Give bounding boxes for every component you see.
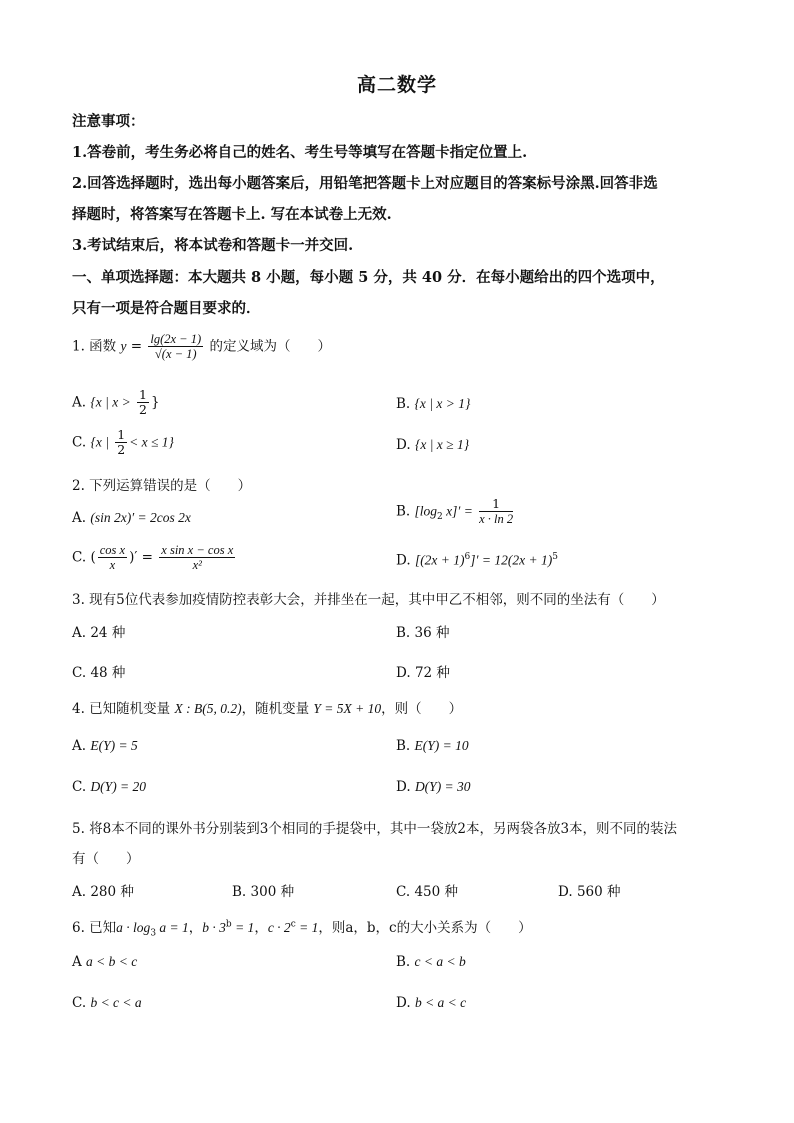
q5-option-c: C. 450 种	[396, 884, 458, 900]
page-title: 高二数学	[356, 74, 437, 96]
q3-option-b: B. 36 种	[396, 625, 450, 641]
question-1-stem: 1. 函数 y = $\frac{\lg(2x - 1)}{√(x - 1)}$ 的定义域为（ ）	[72, 332, 331, 362]
q4-option-a: A. E(Y) = 5	[72, 738, 138, 754]
q1-option-d: D. {x | x ≥ 1}	[396, 437, 470, 453]
q2-option-a: A. (sin 2x)′ = 2cos 2x	[72, 510, 191, 526]
q1-option-b: B. {x | x > 1}	[396, 396, 471, 412]
question-2-stem: 2. 下列运算错误的是（ ）	[72, 478, 252, 494]
q3-option-c: C. 48 种	[72, 665, 126, 681]
q5-option-d: D. 560 种	[558, 884, 621, 900]
section-heading-1: 一、单项选择题：本大题共 8 小题，每小题 5 分，共 40 分．在每小题给出的四个选项中，	[72, 269, 665, 286]
q6-option-c: C. b < c < a	[72, 995, 142, 1011]
q4-option-b: B. E(Y) = 10	[396, 738, 469, 754]
notice-item-3: 3.考试结束后，将本试卷和答题卡一并交回.	[72, 237, 354, 254]
question-3-stem: 3. 现有5位代表参加疫情防控表彰大会，并排坐在一起，其中甲乙不相邻，则不同的坐法有（ ）	[72, 592, 665, 608]
q6-option-d: D. b < a < c	[396, 995, 467, 1011]
notice-item-1: 1.答卷前，考生务必将自己的姓名、考生号等填写在答题卡指定位置上.	[72, 144, 528, 161]
notice-item-2: 2.回答选择题时，选出每小题答案后，用铅笔把答题卡上对应题目的答案标号涂黑.回答非选	[72, 175, 658, 192]
q3-option-a: A. 24 种	[72, 625, 126, 641]
question-6-stem: 6. 已知$a \cdot \log_3 a = 1$，$b \cdot 3^b = 1$，$c \cdot 2^c = 1$，则a，b，c的大小关系为（ ）	[72, 919, 532, 939]
question-4-stem: 4. 已知随机变量 X : B(5, 0.2)，随机变量 Y = 5X + 10，则（ ）	[72, 701, 463, 717]
notice-heading: 注意事项：	[72, 113, 145, 130]
q1-option-a: A. {x | x > $\frac{1}{2}$ }	[72, 387, 160, 418]
question-5-stem-cont: 有（ ）	[72, 851, 140, 867]
q5-option-a: A. 280 种	[72, 884, 134, 900]
q1-fraction: $\frac{\lg(2x - 1)}{√(x - 1)}$	[150, 332, 202, 362]
q5-option-b: B. 300 种	[232, 884, 295, 900]
q6-option-a: A a < b < c	[72, 954, 138, 970]
q2-option-d: D. $[(2x + 1)^6]' = 12(2x + 1)^5$	[396, 552, 558, 569]
section-heading-2: 只有一项是符合题目要求的．	[72, 300, 261, 317]
question-5-stem: 5. 将8本不同的课外书分别装到3个相同的手提袋中，其中一袋放2本，另两袋各放3本，则不同的装法	[72, 821, 678, 837]
q4-option-d: D. D(Y) = 30	[396, 779, 471, 795]
q6-option-b: B. c < a < b	[396, 954, 466, 970]
q2-option-b: B. [$\log_2$ x]′ = $\frac{1}{x \cdot \ln 2}$	[396, 496, 514, 527]
notice-item-2-cont: 择题时，将答案写在答题卡上. 写在本试卷上无效.	[72, 206, 392, 223]
q3-option-d: D. 72 种	[396, 665, 450, 681]
q4-option-c: C. D(Y) = 20	[72, 779, 147, 795]
q2-option-c: C. ( $\frac{\text{cos x}}{x}$ )′ = $\frac{\text{x sin x − cos x}}{\text{x²}}$	[72, 543, 234, 573]
q1-option-c: C. {x | $\frac{1}{2}$ < x ≤ 1}	[72, 427, 174, 458]
